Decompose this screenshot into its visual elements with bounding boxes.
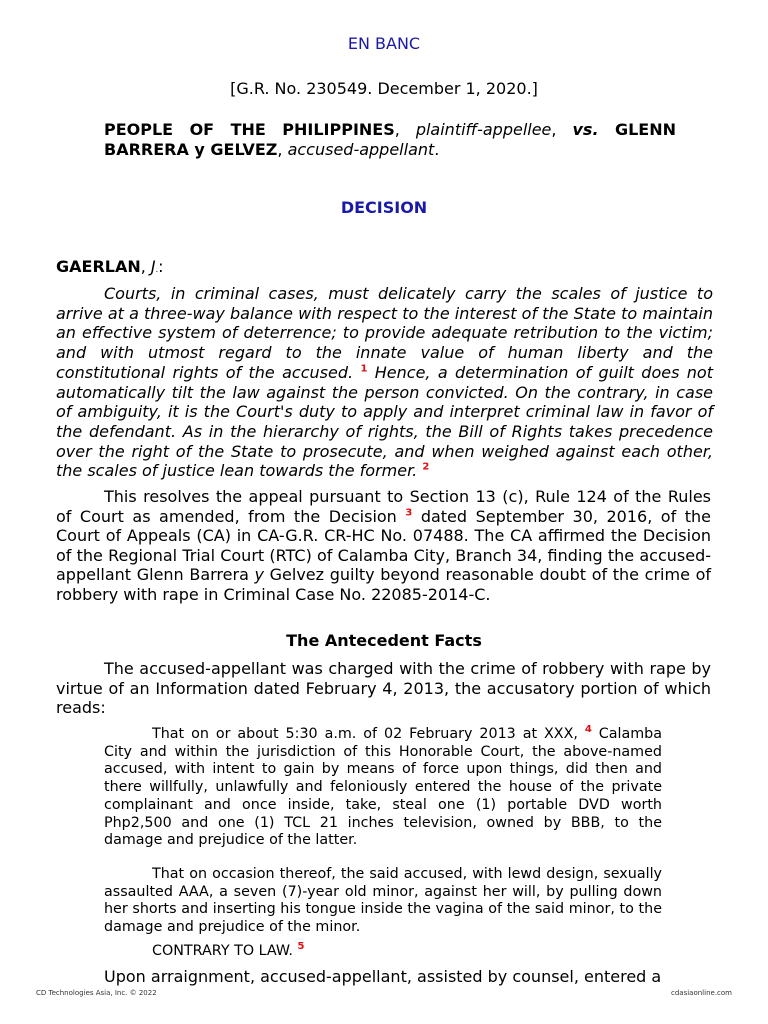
charge-paragraph: The accused-appellant was charged with the crime of robbery with rape by virtue of an Information dated February 4, 2013, the accusatory portion of which reads: <box>56 659 711 717</box>
ponente-dot: . <box>155 265 159 274</box>
resolution-text-1: This resolves the appeal pursuant to Section 13 (c), Rule 124 of the Rules of Court as amended, from the Decision <box>56 487 711 526</box>
case-number: [G.R. No. 230549. December 1, 2020.] <box>230 79 538 98</box>
footnote-link-4[interactable]: 4 <box>584 724 592 736</box>
accused-role: accused-appellant <box>287 140 435 159</box>
footnote-link-2[interactable]: 2 <box>422 462 430 473</box>
contrary-to-law-text: CONTRARY TO LAW. <box>152 943 293 959</box>
parties-separator: , <box>394 120 416 139</box>
court-division: EN BANC <box>347 34 421 53</box>
parties-end: . <box>434 140 440 159</box>
footnote-link-1[interactable]: 1 <box>360 363 368 375</box>
information-quote-2: That on occasion thereof, the said accused, with lewd design, sexually assaulted AAA, a seven (7)-year old minor, against her will, by pulling down her shorts and inserting his tongue inside the vagina of the said minor, to the damage and prejudice of the minor. <box>104 866 662 936</box>
resolution-text-3: Gelvez guilty beyond reasonable doubt of the crime of robbery with rape in Criminal Case No. 22085-2014-C. <box>56 565 712 604</box>
quote1-text-1: That on or about 5:30 a.m. of 02 February 2013 at XXX, <box>152 726 578 742</box>
plaintiff-name: PEOPLE OF THE PHILIPPINES <box>104 120 395 139</box>
accused-name: GLENN BARRERA y GELVEZ <box>104 120 677 159</box>
footer-website: cdasiaonline.com <box>671 989 732 997</box>
resolution-text-y: y <box>254 565 264 584</box>
epigraph-paragraph <box>56 284 713 481</box>
quote1-text-2: Calamba City and within the jurisdiction of this Honorable Court, the above-named accused, with intent to gain by means of force upon things, did then and there willfully, unlawfully and feloniously entered the house of the private complainant and once inside, take, steal one (1) portable DVD worth Php2,500 and one (1) TCL 21 inches television, owned by BBB, to the damage and prejudice of the latter. <box>104 726 662 849</box>
resolution-text-2: dated September 30, 2016, of the Court of Appeals (CA) in CA-G.R. CR-HC No. 07488. The CA affirmed the Decision of the Regional Trial Court (RTC) of Calamba City, Branch 34, finding the accused-appellant Glenn Barrera <box>56 506 711 584</box>
parties-separator: , <box>277 140 288 159</box>
page-footer <box>0 989 768 1024</box>
footnote-link-5[interactable]: 5 <box>297 941 305 953</box>
footnote-link-3[interactable]: 3 <box>405 507 413 519</box>
versus-label: vs. <box>572 120 599 139</box>
case-parties <box>104 120 676 160</box>
information-quote-3 <box>104 943 662 961</box>
epigraph-text-2: Hence, a determination of guilt does not automatically tilt the law against the person convicted. On the contrary, in case of ambiguity, it is the Court's duty to apply and interpret criminal law in favor of the defendant. As in the hierarchy of rights, the Bill of Rights takes precedence over the right of the State to prosecute, and when weighed against each other, the scales of justice lean towards the former. <box>56 362 713 481</box>
parties-separator: , <box>551 120 573 139</box>
arraignment-paragraph: Upon arraignment, accused-appellant, assisted by counsel, entered a <box>104 967 662 986</box>
resolution-paragraph <box>56 487 711 604</box>
plaintiff-role: plaintiff-appellee <box>415 120 552 139</box>
information-quote-1 <box>104 726 662 850</box>
ponente-separator: , <box>140 257 151 276</box>
epigraph-text-1: Courts, in criminal cases, must delicately carry the scales of justice to arrive at a three-way balance with respect to the interest of the State to maintain an effective system of deterrence; to provide adequate retribution to the victim; and with utmost regard to the innate value of human liberty and the constitutional rights of the accused. <box>56 284 713 382</box>
ponente-suffix: J <box>150 257 156 276</box>
ponente <box>56 257 164 276</box>
section-heading-antecedent-facts: The Antecedent Facts <box>286 631 482 650</box>
decision-title: DECISION <box>340 198 428 217</box>
ponente-name: GAERLAN <box>56 257 141 276</box>
footer-copyright: CD Technologies Asia, Inc. © 2022 <box>36 989 157 997</box>
ponente-colon: : <box>158 257 164 276</box>
